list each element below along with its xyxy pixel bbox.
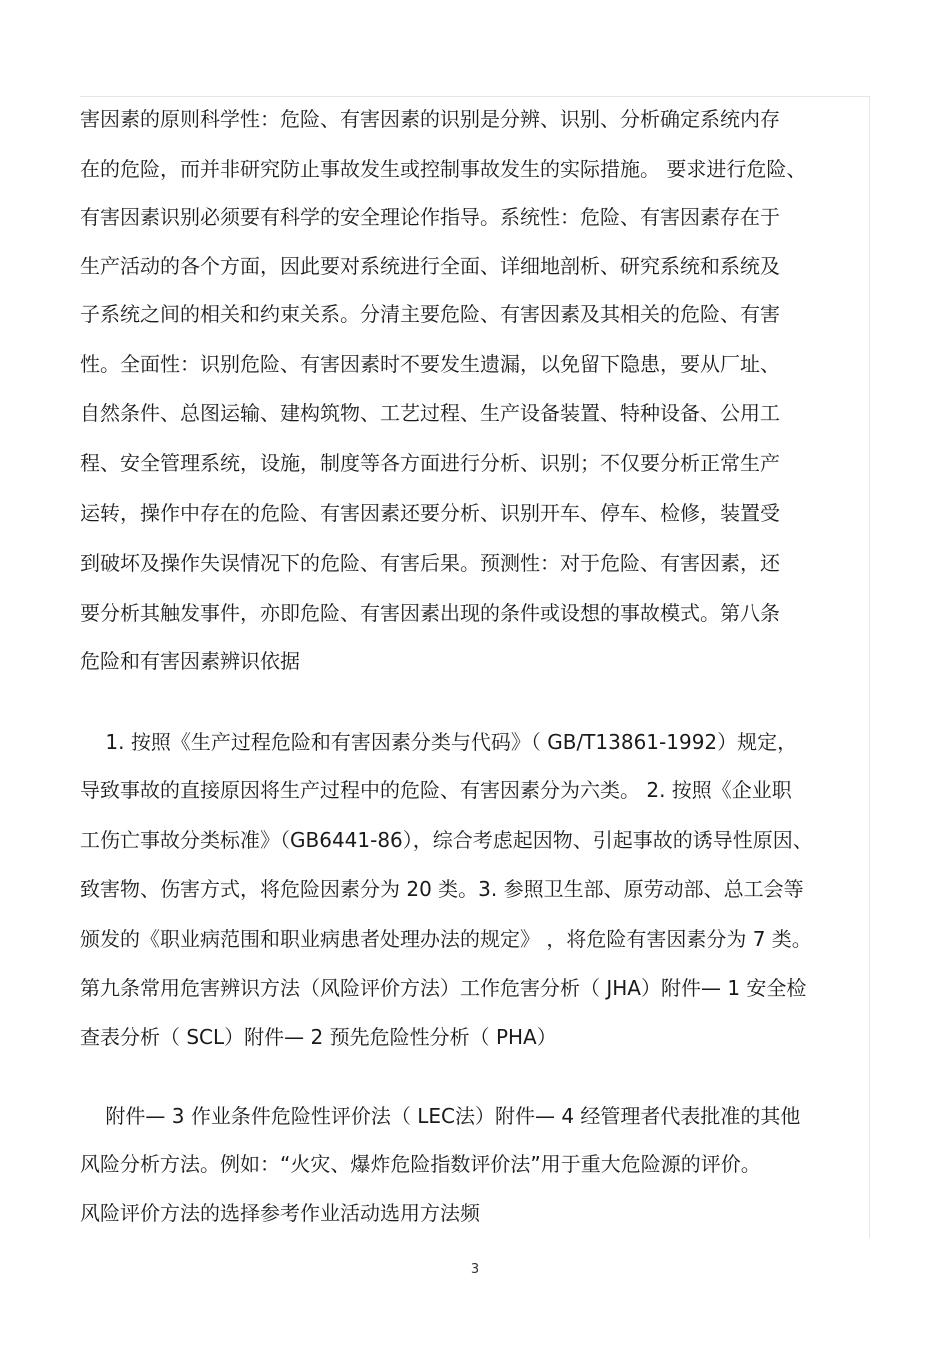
paragraph-line: 风险分析方法。例如：“火灾、爆炸危险指数评价法”用于重大危险源的评价。 (80, 1152, 761, 1176)
paragraph-line: 性。全面性：识别危险、有害因素时不要发生遗漏，以免留下隐患，要从厂址、 (80, 352, 780, 376)
paragraph-line: 自然条件、总图运输、建构筑物、工艺过程、生产设备装置、特种设备、公用工 (80, 401, 780, 425)
paragraph-line: 有害因素识别必须要有科学的安全理论作指导。系统性：危险、有害因素存在于 (80, 205, 780, 229)
paragraph-line: 在的危险，而并非研究防止事故发生或控制事故发生的实际措施。 要求进行危险、 (80, 157, 807, 181)
paragraph-line: 程、安全管理系统，设施，制度等各方面进行分析、识别；不仅要分析正常生产 (80, 451, 780, 475)
paragraph-line: 到破坏及操作失误情况下的危险、有害后果。预测性：对于危险、有害因素，还 (80, 551, 780, 575)
paragraph-line: 生产活动的各个方面，因此要对系统进行全面、详细地剖析、研究系统和系统及 (80, 254, 780, 278)
paragraph-line: 附件— 3 作业条件危险性评价法（ LEC法）附件— 4 经管理者代表批准的其他 (80, 1104, 801, 1128)
paragraph-line: 害因素的原则科学性：危险、有害因素的识别是分辨、识别、分析确定系统内存 (80, 107, 780, 131)
paragraph-line: 第九条常用危害辨识方法（风险评价方法）工作危害分析（ JHA）附件— 1 安全检 (80, 976, 807, 1000)
paragraph-line: 查表分析（ SCL）附件— 2 预先危险性分析（ PHA） (80, 1025, 557, 1049)
page-frame-right (869, 96, 870, 1238)
section-heading: 危险和有害因素辨识依据 (80, 649, 300, 673)
paragraph-line: 风险评价方法的选择参考作业活动选用方法频 (80, 1201, 480, 1225)
paragraph-line: 子系统之间的相关和约束关系。分清主要危险、有害因素及其相关的危险、有害 (80, 302, 780, 326)
paragraph-line: 运转，操作中存在的危险、有害因素还要分析、识别开车、停车、检修，装置受 (80, 501, 780, 525)
paragraph-line: 颁发的《职业病范围和职业病患者处理办法的规定》 ，将危险有害因素分为 7 类。 (80, 927, 812, 951)
paragraph-line: 工伤亡事故分类标准》（GB6441-86），综合考虑起因物、引起事故的诱导性原因、 (80, 828, 813, 852)
page-number: 3 (470, 1262, 480, 1277)
paragraph-line: 1. 按照《生产过程危险和有害因素分类与代码》（ GB/T13861-1992）规定， (80, 730, 798, 754)
paragraph-line: 导致事故的直接原因将生产过程中的危险、有害因素分为六类。 2. 按照《企业职 (80, 778, 792, 802)
paragraph-line: 要分析其触发事件，亦即危险、有害因素出现的条件或设想的事故模式。第八条 (80, 601, 780, 625)
paragraph-line: 致害物、伤害方式，将危险因素分为 20 类。3. 参照卫生部、原劳动部、总工会等 (80, 877, 804, 901)
page-frame-top (80, 96, 870, 97)
